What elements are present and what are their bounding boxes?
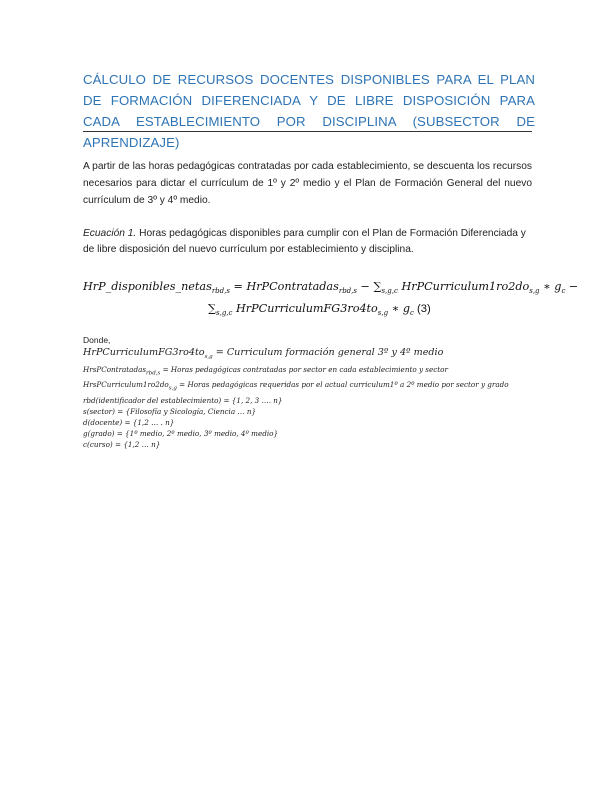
- definition-item: g(grado) = {1º medio, 2º medio, 3º medio, 4º medio}: [83, 428, 279, 438]
- formula-line-1: [83, 278, 579, 300]
- definition-subscript: rbd,s: [146, 370, 161, 377]
- formula-term: = HrPContratadas: [229, 280, 339, 293]
- formula-subscript: rbd,s: [211, 287, 230, 296]
- formula-subscript: s,g,c: [216, 309, 233, 318]
- equation-caption: [83, 226, 532, 258]
- definition-symbol: HrsPContratadas: [83, 364, 147, 374]
- formula-line-2: [83, 300, 535, 322]
- formula-subscript: s,g,c: [381, 287, 398, 296]
- formula-term: ∑: [208, 302, 216, 316]
- definition-symbol: HrsPCurriculum1ro2do: [83, 380, 169, 390]
- definitions-block: [83, 334, 535, 450]
- heading-divider: [83, 131, 532, 132]
- formula-term: − ∑: [356, 280, 382, 293]
- formula-term: ∗ g: [539, 280, 562, 293]
- equation-caption-label: Ecuación 1.: [83, 228, 137, 239]
- formula-subscript: s,g: [529, 287, 540, 296]
- formula-term: ∗ g: [388, 302, 410, 316]
- definition-symbol: HrPCurriculumFG3ro4to: [83, 347, 205, 358]
- definitions-intro: Donde,: [83, 335, 111, 345]
- formula-term: HrPCurriculum1ro2do: [397, 280, 530, 293]
- definition-item: [83, 379, 535, 394]
- definition-text: = Curriculum formación general 3º y 4º medio: [212, 347, 444, 358]
- formula-subscript: c: [410, 309, 414, 318]
- formula-term: HrPCurriculumFG3ro4to: [232, 302, 378, 316]
- formula-subscript: s,g: [377, 309, 389, 318]
- definition-item: [83, 346, 535, 364]
- definition-item: rbd(identificador del establecimiento) = {1, 2, 3 …. n}: [83, 395, 283, 405]
- equation-number: (3): [413, 303, 431, 316]
- section-heading: CÁLCULO DE RECURSOS DOCENTES DISPONIBLES PARA EL PLAN DE FORMACIÓN DIFERENCIADA Y DE LIBRE DISPOSICIÓN PARA CADA ESTABLECIMIENTO POR DISCIPLINA (SUBSECTOR DE APRENDIZAJE): [83, 72, 535, 150]
- definition-item: d(docente) = {1,2 … . n}: [83, 417, 175, 427]
- definition-subscript: s,g: [168, 385, 177, 392]
- definition-item: s(sector) = {Filosofía y Sicología, Ciencia … n}: [83, 406, 257, 416]
- definition-item: [83, 364, 535, 379]
- formula-subscript: rbd,s: [338, 287, 357, 296]
- definition-text: = Horas pedagógicas contratadas por sector en cada establecimiento y sector: [160, 364, 448, 374]
- definition-item: c(curso) = {1,2 … n}: [83, 439, 161, 449]
- formula-term: −: [565, 280, 579, 293]
- equation-caption-text: Horas pedagógicas disponibles para cumplir con el Plan de Formación Diferenciada y de libre disposición del nuevo currículum por establecimiento y disciplina.: [83, 228, 526, 255]
- definition-text: = Horas pedagógicas requeridas por el actual curriculum1º a 2º medio por sector y grado: [176, 380, 509, 390]
- definition-subscript: s,g: [204, 353, 213, 360]
- formula-term: HrP_disponibles_netas: [83, 280, 212, 293]
- formula-subscript: c: [561, 287, 566, 296]
- intro-paragraph: A partir de las horas pedagógicas contratadas por cada establecimiento, se descuenta los recursos necesarios para dictar el currículum de 1º y 2º medio y el Plan de Formación General del nuevo currículum de 3º y 4º medio.: [83, 161, 532, 206]
- equation-formula: [83, 278, 579, 322]
